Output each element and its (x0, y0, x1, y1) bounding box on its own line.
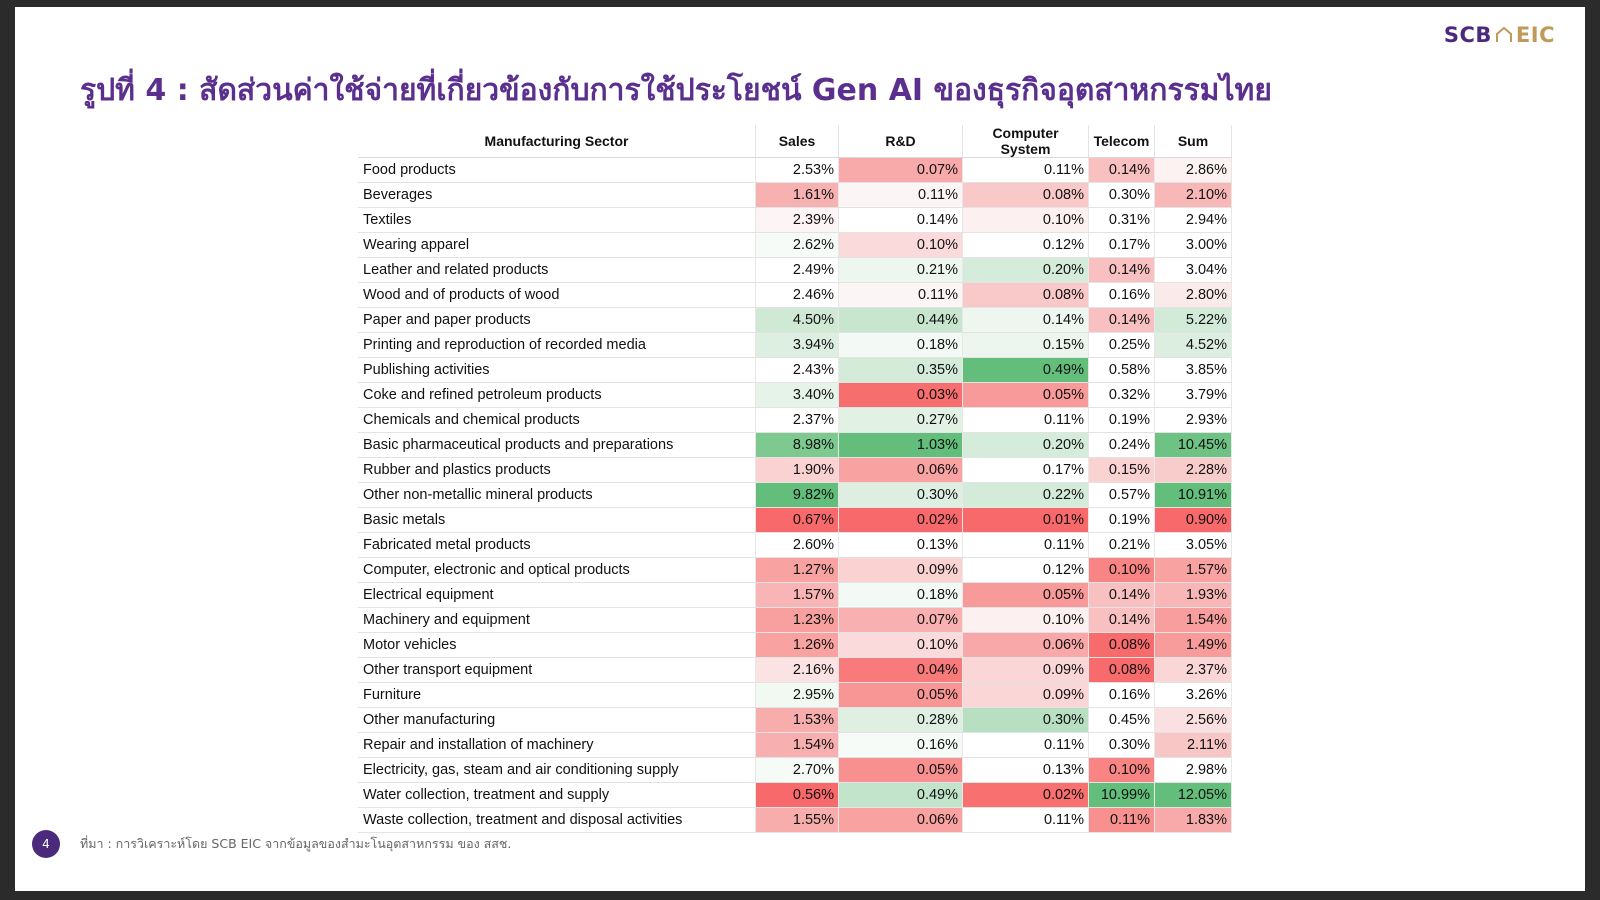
value-cell: 0.04% (839, 658, 963, 683)
sector-name-cell: Waste collection, treatment and disposal activities (358, 808, 756, 833)
value-cell: 4.52% (1155, 333, 1232, 358)
value-cell: 0.10% (839, 233, 963, 258)
sector-name-cell: Electrical equipment (358, 583, 756, 608)
value-cell: 2.95% (756, 683, 839, 708)
column-header: Sales (756, 125, 839, 158)
value-cell: 0.11% (839, 183, 963, 208)
value-cell: 3.79% (1155, 383, 1232, 408)
house-icon (1494, 25, 1514, 45)
value-cell: 2.53% (756, 158, 839, 183)
value-cell: 0.19% (1089, 408, 1155, 433)
logo-scb-text: SCB (1443, 23, 1492, 47)
table-row (358, 633, 1232, 658)
value-cell: 4.50% (756, 308, 839, 333)
value-cell: 0.35% (839, 358, 963, 383)
value-cell: 0.30% (1089, 183, 1155, 208)
value-cell: 0.02% (963, 783, 1089, 808)
value-cell: 2.16% (756, 658, 839, 683)
value-cell: 2.37% (1155, 658, 1232, 683)
sector-name-cell: Motor vehicles (358, 633, 756, 658)
value-cell: 0.11% (839, 283, 963, 308)
column-header: R&D (839, 125, 963, 158)
value-cell: 1.03% (839, 433, 963, 458)
table-row (358, 733, 1232, 758)
value-cell: 3.40% (756, 383, 839, 408)
value-cell: 0.11% (963, 408, 1089, 433)
table-row (358, 533, 1232, 558)
sector-name-cell: Computer, electronic and optical products (358, 558, 756, 583)
sector-name-cell: Water collection, treatment and supply (358, 783, 756, 808)
value-cell: 2.28% (1155, 458, 1232, 483)
value-cell: 10.91% (1155, 483, 1232, 508)
value-cell: 0.07% (839, 158, 963, 183)
value-cell: 0.30% (1089, 733, 1155, 758)
table-row (358, 758, 1232, 783)
value-cell: 0.06% (839, 808, 963, 833)
table-row (358, 683, 1232, 708)
value-cell: 0.08% (963, 283, 1089, 308)
value-cell: 0.67% (756, 508, 839, 533)
value-cell: 3.85% (1155, 358, 1232, 383)
value-cell: 1.26% (756, 633, 839, 658)
value-cell: 0.08% (1089, 658, 1155, 683)
value-cell: 0.58% (1089, 358, 1155, 383)
value-cell: 0.14% (1089, 583, 1155, 608)
value-cell: 0.11% (963, 533, 1089, 558)
value-cell: 2.93% (1155, 408, 1232, 433)
value-cell: 0.10% (963, 208, 1089, 233)
value-cell: 0.14% (1089, 608, 1155, 633)
value-cell: 0.17% (1089, 233, 1155, 258)
sector-name-cell: Publishing activities (358, 358, 756, 383)
value-cell: 0.03% (839, 383, 963, 408)
value-cell: 0.22% (963, 483, 1089, 508)
value-cell: 2.98% (1155, 758, 1232, 783)
table-row (358, 658, 1232, 683)
value-cell: 0.02% (839, 508, 963, 533)
table-row (358, 483, 1232, 508)
sector-name-cell: Fabricated metal products (358, 533, 756, 558)
value-cell: 0.09% (963, 683, 1089, 708)
value-cell: 0.20% (963, 258, 1089, 283)
value-cell: 1.23% (756, 608, 839, 633)
column-header: Manufacturing Sector (358, 125, 756, 158)
sector-name-cell: Rubber and plastics products (358, 458, 756, 483)
value-cell: 2.43% (756, 358, 839, 383)
value-cell: 0.11% (1089, 808, 1155, 833)
value-cell: 0.56% (756, 783, 839, 808)
value-cell: 1.49% (1155, 633, 1232, 658)
value-cell: 12.05% (1155, 783, 1232, 808)
value-cell: 10.99% (1089, 783, 1155, 808)
value-cell: 1.90% (756, 458, 839, 483)
table-row (358, 283, 1232, 308)
value-cell: 3.26% (1155, 683, 1232, 708)
value-cell: 1.54% (756, 733, 839, 758)
value-cell: 0.16% (1089, 683, 1155, 708)
table-row (358, 258, 1232, 283)
value-cell: 0.08% (1089, 633, 1155, 658)
value-cell: 0.16% (839, 733, 963, 758)
value-cell: 10.45% (1155, 433, 1232, 458)
value-cell: 2.94% (1155, 208, 1232, 233)
value-cell: 3.94% (756, 333, 839, 358)
value-cell: 2.62% (756, 233, 839, 258)
sector-name-cell: Electricity, gas, steam and air conditioning supply (358, 758, 756, 783)
scb-eic-logo (1444, 23, 1555, 47)
table-row (358, 208, 1232, 233)
table-row (358, 458, 1232, 483)
value-cell: 0.12% (963, 558, 1089, 583)
logo-eic-text: EIC (1515, 23, 1555, 47)
table-row (358, 508, 1232, 533)
table-row (358, 783, 1232, 808)
sector-name-cell: Wearing apparel (358, 233, 756, 258)
value-cell: 0.07% (839, 608, 963, 633)
value-cell: 0.09% (839, 558, 963, 583)
table-row (358, 558, 1232, 583)
table-row (358, 233, 1232, 258)
value-cell: 1.53% (756, 708, 839, 733)
value-cell: 0.01% (963, 508, 1089, 533)
table-header-row (358, 125, 1232, 158)
sector-name-cell: Other transport equipment (358, 658, 756, 683)
value-cell: 0.49% (839, 783, 963, 808)
value-cell: 0.32% (1089, 383, 1155, 408)
sector-name-cell: Paper and paper products (358, 308, 756, 333)
sector-name-cell: Beverages (358, 183, 756, 208)
value-cell: 2.86% (1155, 158, 1232, 183)
value-cell: 0.18% (839, 583, 963, 608)
sector-name-cell: Wood and of products of wood (358, 283, 756, 308)
value-cell: 0.05% (963, 383, 1089, 408)
value-cell: 0.14% (839, 208, 963, 233)
value-cell: 0.30% (839, 483, 963, 508)
table-row (358, 183, 1232, 208)
column-header: Computer System (963, 125, 1089, 158)
table-body (358, 158, 1232, 833)
value-cell: 0.20% (963, 433, 1089, 458)
value-cell: 2.56% (1155, 708, 1232, 733)
value-cell: 0.25% (1089, 333, 1155, 358)
value-cell: 0.11% (963, 808, 1089, 833)
value-cell: 1.27% (756, 558, 839, 583)
value-cell: 0.90% (1155, 508, 1232, 533)
value-cell: 1.93% (1155, 583, 1232, 608)
value-cell: 1.57% (1155, 558, 1232, 583)
value-cell: 2.80% (1155, 283, 1232, 308)
value-cell: 0.05% (839, 758, 963, 783)
value-cell: 1.55% (756, 808, 839, 833)
value-cell: 0.05% (963, 583, 1089, 608)
sector-name-cell: Machinery and equipment (358, 608, 756, 633)
sector-name-cell: Basic pharmaceutical products and preparations (358, 433, 756, 458)
value-cell: 0.45% (1089, 708, 1155, 733)
column-header: Sum (1155, 125, 1232, 158)
value-cell: 0.05% (839, 683, 963, 708)
value-cell: 0.17% (963, 458, 1089, 483)
sector-name-cell: Other manufacturing (358, 708, 756, 733)
value-cell: 0.27% (839, 408, 963, 433)
value-cell: 0.21% (1089, 533, 1155, 558)
table-row (358, 808, 1232, 833)
value-cell: 0.49% (963, 358, 1089, 383)
value-cell: 3.05% (1155, 533, 1232, 558)
value-cell: 0.30% (963, 708, 1089, 733)
value-cell: 0.24% (1089, 433, 1155, 458)
sector-name-cell: Textiles (358, 208, 756, 233)
value-cell: 8.98% (756, 433, 839, 458)
value-cell: 5.22% (1155, 308, 1232, 333)
sector-name-cell: Other non-metallic mineral products (358, 483, 756, 508)
table-row (358, 333, 1232, 358)
value-cell: 0.06% (839, 458, 963, 483)
sector-name-cell: Basic metals (358, 508, 756, 533)
sector-name-cell: Printing and reproduction of recorded media (358, 333, 756, 358)
value-cell: 0.31% (1089, 208, 1155, 233)
value-cell: 0.08% (963, 183, 1089, 208)
page-number-badge: 4 (32, 830, 60, 858)
value-cell: 0.14% (1089, 308, 1155, 333)
value-cell: 2.70% (756, 758, 839, 783)
value-cell: 3.00% (1155, 233, 1232, 258)
value-cell: 0.06% (963, 633, 1089, 658)
value-cell: 1.61% (756, 183, 839, 208)
expense-share-table (358, 125, 1232, 833)
value-cell: 1.54% (1155, 608, 1232, 633)
table-row (358, 708, 1232, 733)
sector-name-cell: Repair and installation of machinery (358, 733, 756, 758)
table-row (358, 408, 1232, 433)
sector-name-cell: Chemicals and chemical products (358, 408, 756, 433)
slide (15, 7, 1585, 891)
value-cell: 0.14% (1089, 258, 1155, 283)
table-row (358, 608, 1232, 633)
column-header: Telecom (1089, 125, 1155, 158)
value-cell: 0.15% (963, 333, 1089, 358)
value-cell: 0.12% (963, 233, 1089, 258)
value-cell: 0.14% (963, 308, 1089, 333)
table-row (358, 158, 1232, 183)
value-cell: 0.11% (963, 158, 1089, 183)
value-cell: 2.10% (1155, 183, 1232, 208)
page-title: รูปที่ 4 : สัดส่วนค่าใช้จ่ายที่เกี่ยวข้องกับการใช้ประโยชน์ Gen AI ของธุรกิจอุตสาหกรรมไทย (80, 73, 1272, 108)
table-row (358, 358, 1232, 383)
table-row (358, 583, 1232, 608)
value-cell: 1.83% (1155, 808, 1232, 833)
value-cell: 3.04% (1155, 258, 1232, 283)
source-note: ที่มา : การวิเคราะห์โดย SCB EIC จากข้อมูลของสำมะโนอุตสาหกรรม ของ สสช. (80, 836, 512, 851)
value-cell: 0.10% (963, 608, 1089, 633)
value-cell: 2.49% (756, 258, 839, 283)
value-cell: 1.57% (756, 583, 839, 608)
table-row (358, 433, 1232, 458)
value-cell: 0.19% (1089, 508, 1155, 533)
value-cell: 2.37% (756, 408, 839, 433)
value-cell: 0.10% (839, 633, 963, 658)
value-cell: 2.46% (756, 283, 839, 308)
table-row (358, 383, 1232, 408)
value-cell: 0.14% (1089, 158, 1155, 183)
value-cell: 0.13% (839, 533, 963, 558)
sector-name-cell: Coke and refined petroleum products (358, 383, 756, 408)
value-cell: 0.57% (1089, 483, 1155, 508)
value-cell: 0.16% (1089, 283, 1155, 308)
sector-name-cell: Food products (358, 158, 756, 183)
value-cell: 0.13% (963, 758, 1089, 783)
value-cell: 0.18% (839, 333, 963, 358)
sector-name-cell: Leather and related products (358, 258, 756, 283)
value-cell: 2.39% (756, 208, 839, 233)
value-cell: 9.82% (756, 483, 839, 508)
value-cell: 0.28% (839, 708, 963, 733)
value-cell: 0.10% (1089, 558, 1155, 583)
table-row (358, 308, 1232, 333)
sector-name-cell: Furniture (358, 683, 756, 708)
value-cell: 2.11% (1155, 733, 1232, 758)
value-cell: 0.15% (1089, 458, 1155, 483)
value-cell: 0.21% (839, 258, 963, 283)
value-cell: 0.09% (963, 658, 1089, 683)
value-cell: 0.10% (1089, 758, 1155, 783)
value-cell: 0.44% (839, 308, 963, 333)
value-cell: 2.60% (756, 533, 839, 558)
value-cell: 0.11% (963, 733, 1089, 758)
